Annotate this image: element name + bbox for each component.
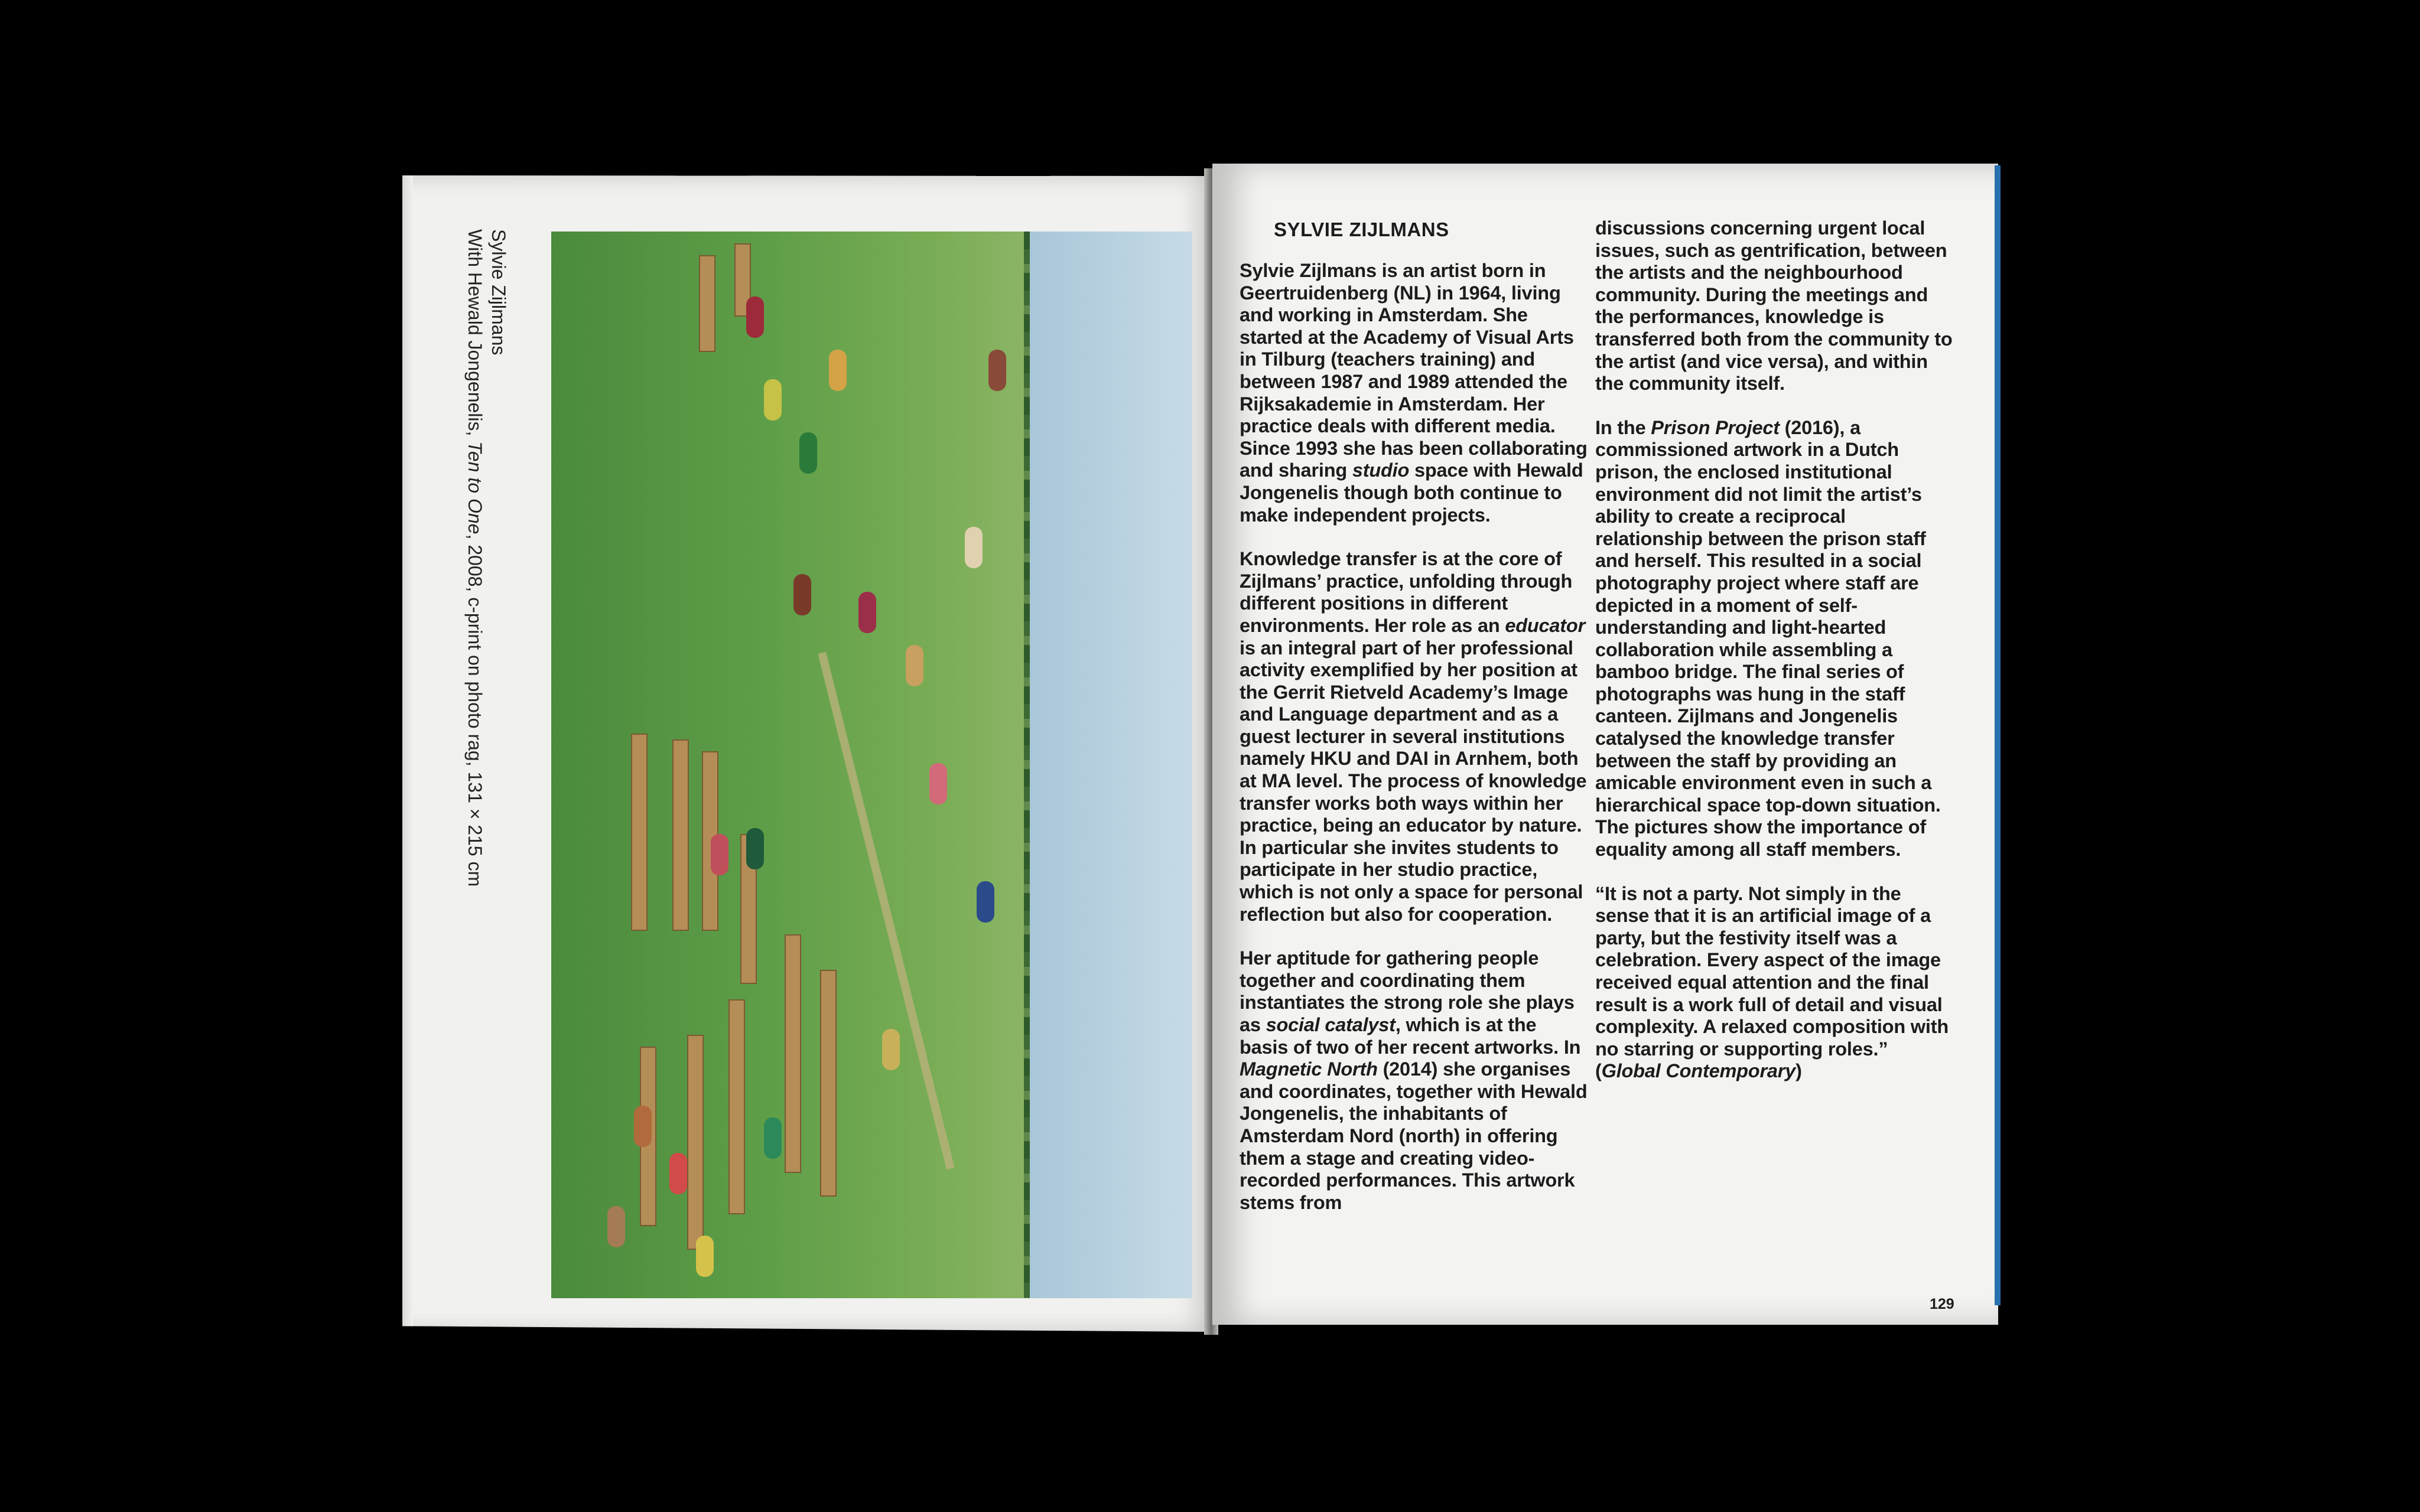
paragraph: Sylvie Zijlmans is an artist born in Geertruidenberg (NL) in 1964, living and working in Amsterdam. She started at the Academy of Visual Arts in Tilburg (teachers training) and between 1987 and 1989 attended the Rijksakademie in Amsterdam. Her practice deals with different media. Since 1993 she has been collaborating and sharing studio space with Hewald Jongenelis though both continue to make independent projects. [1240,260,1588,526]
picnic-table [687,1035,704,1250]
article-heading: SYLVIE ZIJLMANS [1274,219,1449,240]
cover-edge [1995,165,2001,1305]
figure [906,645,923,686]
figure [829,350,847,391]
caption-with: With Hewald Jongenelis, [464,229,486,442]
figure [696,1236,714,1277]
figure [607,1206,625,1247]
picnic-table [820,970,837,1197]
page-number: 129 [1930,1296,1954,1312]
caption-medium: , 2008, c-print on photo rag, 131 × 215 cm [464,534,486,887]
figure [764,379,782,421]
figure [858,592,876,633]
text-column-right [1595,217,1956,1104]
quote: “It is not a party. Not simply in the sense that it is an artificial image of a party, but the festivity itself was a celebration. Every aspect of the image received equal attention and the final result is a work full of detail and visual complexity. A relaxed composition with no starring or supporting roles.” (Global Contemporary) [1595,882,1949,1082]
quote-source: Global Contemporary [1601,1060,1796,1082]
figure [746,828,764,869]
figure [746,296,764,338]
caption-title: Ten to One [464,441,486,535]
paragraph: Her aptitude for gathering people together and coordinating them instantiates the strong role she plays as social catalyst, which is at the basis of two of her recent artworks. In Magnetic North (2014) she organises and coordinates, together with Hewald Jongenelis, the inhabitants of Amsterdam Nord (north) in offering them a stage and creating video-recorded performances. This artwork stems from [1240,947,1588,1213]
figure [799,432,817,474]
photo-caption [463,229,510,887]
text-column-left [1240,260,1588,1236]
figure [977,881,994,923]
figure [929,763,947,804]
sky [1030,232,1192,1298]
artwork-photograph [551,232,1192,1298]
picnic-table [728,999,745,1214]
picnic-table [672,739,689,931]
figure [793,574,811,615]
picnic-table [699,255,715,352]
figure [669,1153,687,1194]
figure [882,1029,900,1070]
paragraph: In the Prison Project (2016), a commissioned artwork in a Dutch prison, the enclosed institutional environment did not limit the artist’s ability to create a reciprocal relationship between the prison staff and herself. This resulted in a social photography project where staff are depicted in a moment of self-understanding and light-hearted collaboration while assembling a bamboo bridge. The final series of photographs was hung in the staff canteen. Zijlmans and Jongenelis catalysed the knowledge transfer between the staff by providing an amicable environment even in such a hierarchical space top-down situation. The pictures show the importance of equality among all staff members. [1595,416,1941,861]
caption-details [463,229,487,887]
figure [764,1117,782,1159]
figure [988,350,1006,391]
picnic-table [631,734,648,931]
paragraph: discussions concerning urgent local issues, such as gentrification, between the artists and the neighbourhood community. During the meetings and the performances, knowledge is transferred both from the community to the artist (and vice versa), and within the community itself. [1595,217,1953,395]
paragraph: Knowledge transfer is at the core of Zijlmans’ practice, unfolding through different positions in different environments. Her role as an educator is an integral part of her professional activity exemplified by her position at the Gerrit Rietveld Academy’s Image and Language department and as a guest lecturer in several institutions namely HKU and DAI in Arnhem, both at MA level. The process of knowledge transfer works both ways within her practice, being an educator by nature. In particular she invites students to participate in her studio practice, which is not only a space for personal reflection but also for cooperation. [1240,548,1587,925]
page-edge [402,175,413,1332]
figure [711,834,728,875]
figure [634,1106,652,1147]
picnic-table [785,934,801,1173]
figure [965,527,983,568]
caption-artist: Sylvie Zijlmans [488,229,509,356]
